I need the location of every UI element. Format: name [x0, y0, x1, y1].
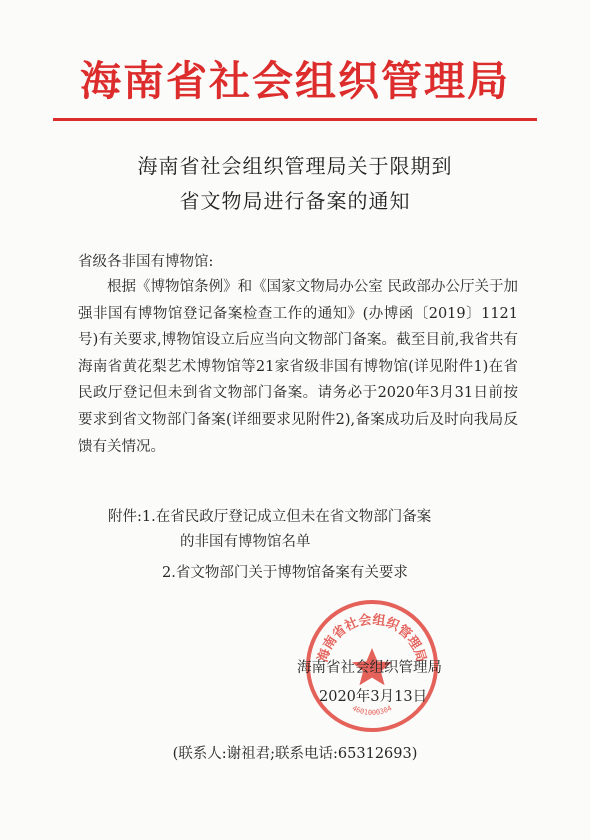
masthead-divider: [53, 118, 537, 121]
document-title-line-1: 海南省社会组织管理局关于限期到: [137, 154, 453, 178]
seal-text: 海南省社会组织管理局: [315, 612, 429, 665]
attachment-item-1-line-1: 1.在省民政厅登记成立但未在省文物部门备案: [141, 509, 432, 525]
body-paragraph: 根据《博物馆条例》和《国家文物局办公室 民政部办公厅关于加强非国有博物馆登记备案检查工作的通知》(办博函〔2019〕1121号)有关要求,博物馆设立后应当向文物部门备案。截至目前,我省共有海南省黄花梨艺术博物馆等21家省级非国有博物馆(详见附件1)在省民政厅登记但未到省文物部门备案。请务必于2020年3月31日前按要求到省文物部门备案(详细要求见附件2),备案成功后及时向我局反馈有关情况。: [78, 279, 518, 455]
seal-serial: 4601000304: [350, 704, 394, 717]
document-title-line-2: 省文物局进行备案的通知: [179, 189, 411, 213]
svg-text:4601000304: [351, 704, 393, 717]
attachment-item-2: 2.省文物部门关于博物馆备案有关要求: [162, 565, 408, 581]
attachment-item-1-line-2: 的非国有博物馆名单: [180, 534, 311, 550]
masthead-title: 海南省社会组织管理局: [80, 57, 510, 105]
contact-info: (联系人:谢祖君;联系电话:65312693): [172, 746, 418, 762]
attachment-label: 附件:: [108, 509, 142, 525]
salutation: 省级各非国有博物馆:: [78, 254, 214, 270]
signature-organization: 海南省社会组织管理局: [297, 660, 442, 676]
attachment-item-1: [108, 505, 431, 526]
signature-date: 2020年3月13日: [319, 689, 428, 705]
